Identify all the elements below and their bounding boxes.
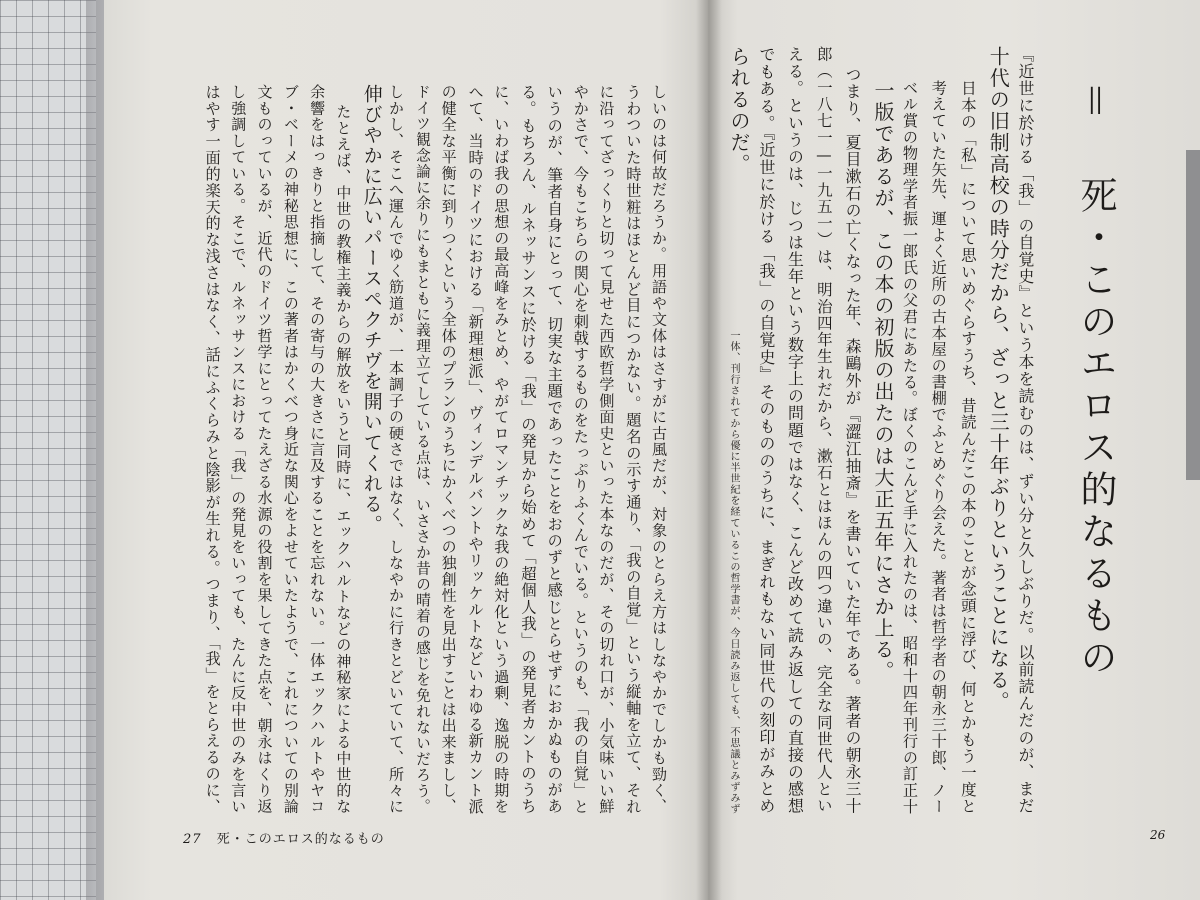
right-page-column: ベル賞の物理学者振一郎氏の父君にあたる。ぼくのこんど手に入れたのは、昭和十四年刊行の訂正十	[900, 80, 919, 815]
left-page-column: たとえば、中世の教権主義からの解放をいうと同時に、エックハルトなどの神秘家による中世的な	[334, 104, 353, 815]
right-page-column: 『近世に於ける「我」の自覚史』という本を読むのは、ずい分と久しぶりだ。以前読んだのが、まだ	[1015, 46, 1035, 815]
left-page-footer	[183, 828, 385, 847]
left-page-column: 伸びやかに広いパースペクチヴを開いてくれる。	[360, 84, 383, 535]
right-page-column: られるのだ。	[727, 46, 751, 175]
right-page-column: 一版であるが、この本の初版の出たのは大正五年にさか上る。	[871, 80, 895, 682]
right-page-number: 26	[1150, 828, 1166, 842]
book-gutter	[696, 0, 722, 900]
left-page-column: る。もちろん、ルネッサンスに於ける「我」の発見から始めて「超個人我」の発見者カントのうち	[518, 84, 537, 815]
left-page-column: し強調している。そこで、ルネッサンスにおける「我」の発見をいっても、たんに反中世のみを言い	[229, 84, 248, 815]
left-page-column: へて、当時のドイツにおける「新理想派」、ヴィンデルバントやリッケルトなどいわゆる新カント派	[466, 84, 485, 815]
left-page-column: に、いわば我の思想の最高峰をみとめ、やがてロマンチックな我の絶対化という過剰、逸脱の時期を	[492, 84, 511, 815]
right-page-column: つまり、夏目漱石の亡くなった年、森鷗外が『澀江抽斎』を書いていた年である。著者の朝永三十	[843, 66, 863, 815]
edge-tab	[1186, 150, 1200, 480]
running-title: 死・このエロス的なるもの	[216, 832, 385, 847]
left-page-column: やかさで、今もこちらの関心を刺戟するものをたっぷりふくんでいる。というのも、「我の自覚」と	[571, 84, 590, 815]
left-page-column: 文ものっているが、近代のドイツ哲学にとってたえざる水源の役割を果してきた点を、朝永はくり返	[255, 84, 274, 815]
left-page-column: しかし、そこへ運んでゆく筋道が、一本調子の硬さではなく、しなやかに行きとどいていて、所々に	[387, 84, 406, 815]
left-page-column: しいのは何故だろうか。用語や文体はさすがに古風だが、対象のとらえ方はしなやかでしかも勁く、	[650, 84, 669, 815]
right-page	[708, 0, 1200, 900]
left-page-column: ブ・ベーメの神秘思想に、この著者はかくべつ身近な関心をよせていたようで、これについての別論	[281, 84, 300, 815]
chapter-title: Ⅱ 死・このエロス的なるもの	[1074, 80, 1117, 680]
left-page-number: 27	[183, 832, 202, 847]
left-page-column: いうのが、筆者自身にとって、切実な主題であったことをおのずと感じとらせずにおかぬものがあ	[545, 84, 564, 815]
left-page-column: に沿ってざっくりと切って見せた西欧哲学側面史といった本なのだが、その切れ口が、小気味いい鮮	[597, 84, 616, 815]
left-page	[104, 0, 708, 900]
right-page-column: 郎（一八七一—一九五一）は、明治四年生れだから、漱石とはほんの四つ違いの、完全な同世代人とい	[814, 46, 833, 815]
left-page-column: はやす一面的楽天的な浅さはなく、話にふくらみと陰影が生れる。つまり、「我」をとらえるのに、	[203, 84, 222, 815]
right-page-column: 日本の「私」について思いめぐらすうち、昔読んだこの本のことが念頭に浮び、何とかもう一度と	[958, 80, 977, 815]
right-page-column: でもある。『近世に於ける「我」の自覚史』そのもののうちに、まぎれもない同世代の刻印がみとめ	[756, 46, 776, 815]
left-page-column: 余響をはっきりと指摘して、その寄与の大きさに言及することを忘れない。一体エックハルトやヤコ	[308, 84, 327, 815]
left-page-column: の健全な平衡に到りつくという全体のプランのうちにかくべつの独創性を見出すことは出来ましし、	[439, 84, 458, 815]
graph-paper-background	[0, 0, 96, 900]
left-page-column: ドイツ観念論に余りにもまともに義理立てしている点は、いささか昔の晴着の感じを免れないだろう。	[414, 84, 432, 815]
right-page-column: 考えていた矢先、運よく近所の古本屋の書棚でふとめぐり会えた。著者は哲学者の朝永三十郎、ノー	[929, 80, 948, 815]
left-page-column: うわついた時世粧はほとんど目につかない。題名の示す通り、「我の自覚」という縦軸を立て、それ	[623, 84, 642, 815]
right-page-column: える。というのは、じつは生年という数字上の問題ではなく、こんど改めて読み返しての直接の感想	[785, 46, 805, 815]
right-page-column: 十代の旧制高校の時分だから、ざっと三十年ぶりということになる。	[986, 46, 1011, 713]
right-page-last-line: 一体、刊行されてから優に半世紀を経ているこの哲学書が、今日読み返しても、不思議とみずみず	[728, 330, 739, 815]
